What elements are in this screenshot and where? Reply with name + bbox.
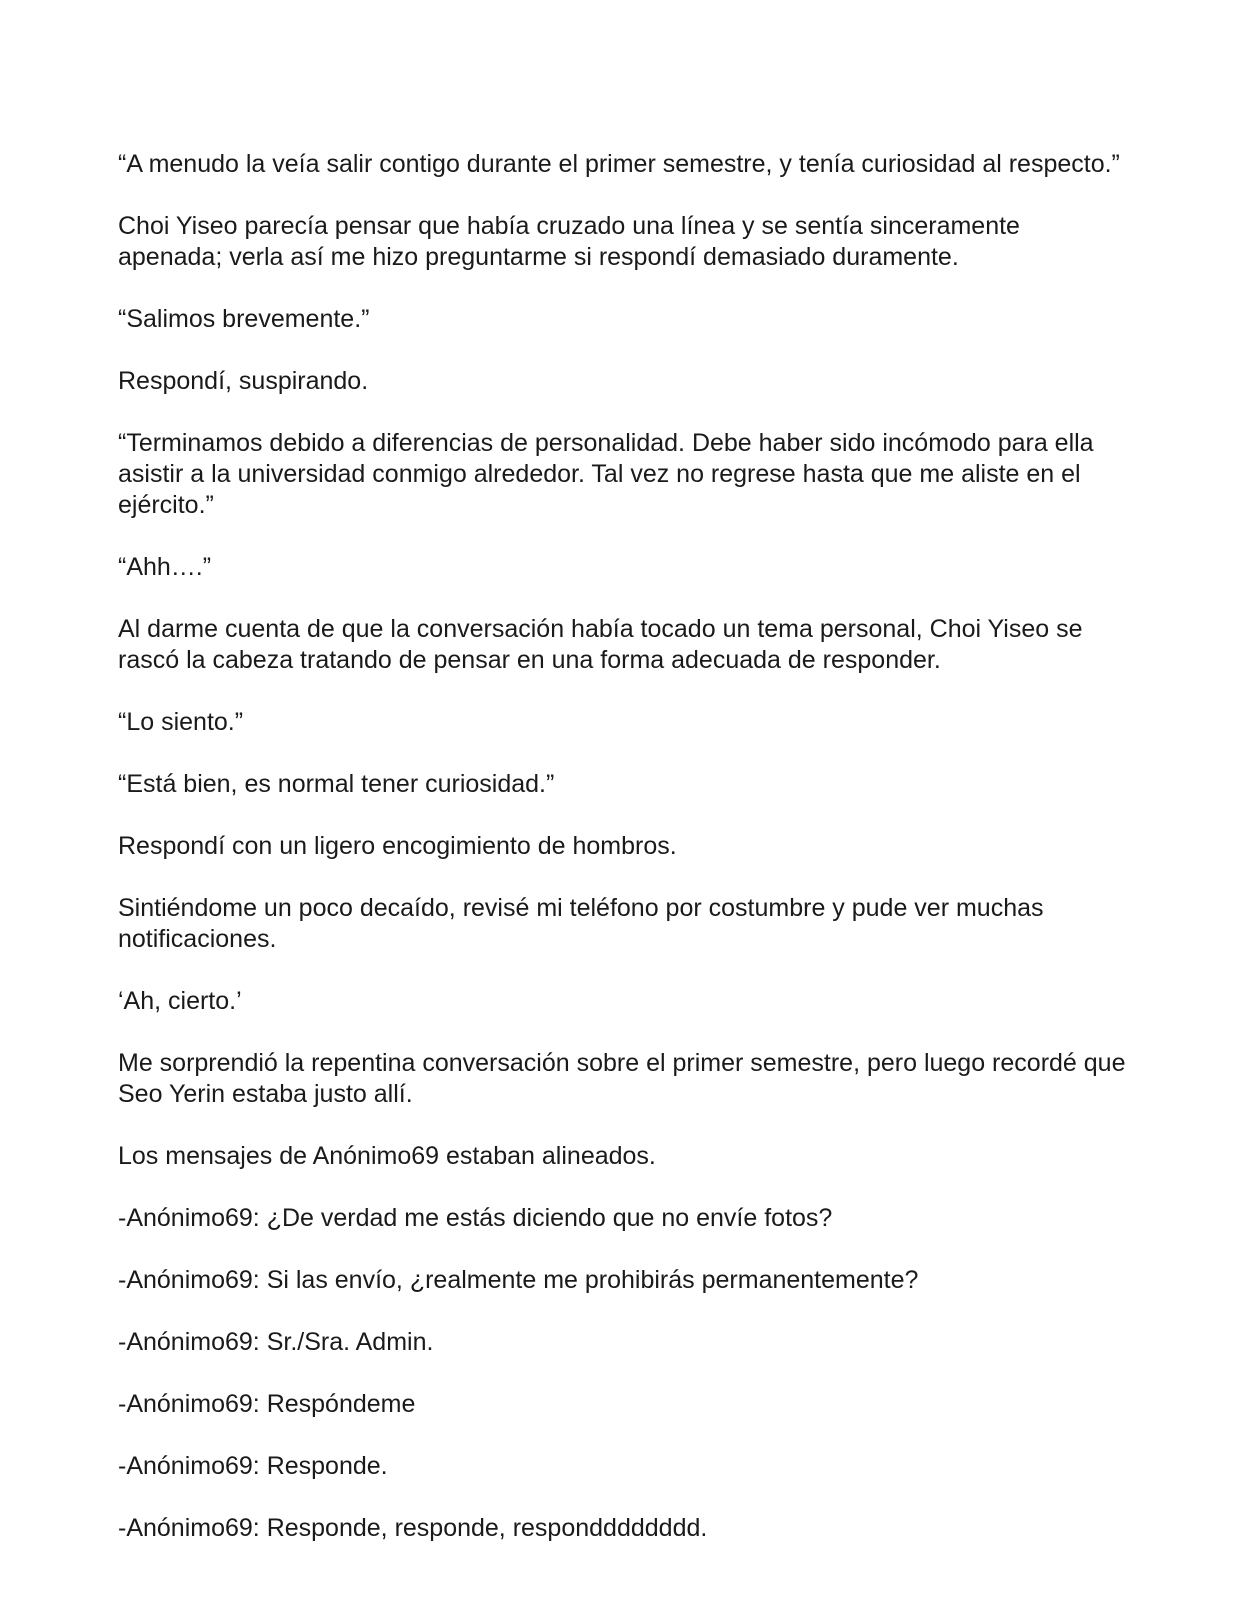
message-line: -Anónimo69: Responde.	[118, 1452, 388, 1480]
paragraph: ‘Ah, cierto.’	[118, 987, 242, 1015]
message-line: -Anónimo69: Sr./Sra. Admin.	[118, 1328, 434, 1356]
paragraph: Respondí con un ligero encogimiento de hombros.	[118, 832, 677, 860]
paragraph: Los mensajes de Anónimo69 estaban alineados.	[118, 1142, 656, 1170]
message-line: -Anónimo69: ¿De verdad me estás diciendo que no envíe fotos?	[118, 1204, 833, 1232]
paragraph: Choi Yiseo parecía pensar que había cruzado una línea y se sentía sinceramente apenada; verla así me hizo preguntarme si respondí demasiado duramente.	[118, 212, 1027, 271]
paragraph: “A menudo la veía salir contigo durante el primer semestre, y tenía curiosidad al respecto.”	[118, 150, 1120, 178]
message-line: -Anónimo69: Si las envío, ¿realmente me prohibirás permanentemente?	[118, 1266, 919, 1294]
message-line: -Anónimo69: Responde, responde, respondddddddd.	[118, 1514, 708, 1542]
paragraph: “Está bien, es normal tener curiosidad.”	[118, 770, 555, 798]
paragraph: Respondí, suspirando.	[118, 367, 369, 395]
paragraph: “Ahh….”	[118, 553, 212, 581]
paragraph: “Lo siento.”	[118, 708, 244, 736]
paragraph: “Salimos brevemente.”	[118, 305, 370, 333]
document-body	[118, 149, 1133, 1575]
paragraph: “Terminamos debido a diferencias de personalidad. Debe haber sido incómodo para ella asistir a la universidad conmigo alrededor. Tal vez no regrese hasta que me aliste en el ejército.”	[118, 429, 1101, 519]
message-line: -Anónimo69: Respóndeme	[118, 1390, 416, 1418]
paragraph: Sintiéndome un poco decaído, revisé mi teléfono por costumbre y pude ver muchas notificaciones.	[118, 894, 1051, 953]
paragraph: Al darme cuenta de que la conversación había tocado un tema personal, Choi Yiseo se rascó la cabeza tratando de pensar en una forma adecuada de responder.	[118, 615, 1090, 674]
paragraph: Me sorprendió la repentina conversación sobre el primer semestre, pero luego recordé que Seo Yerin estaba justo allí.	[118, 1049, 1133, 1108]
